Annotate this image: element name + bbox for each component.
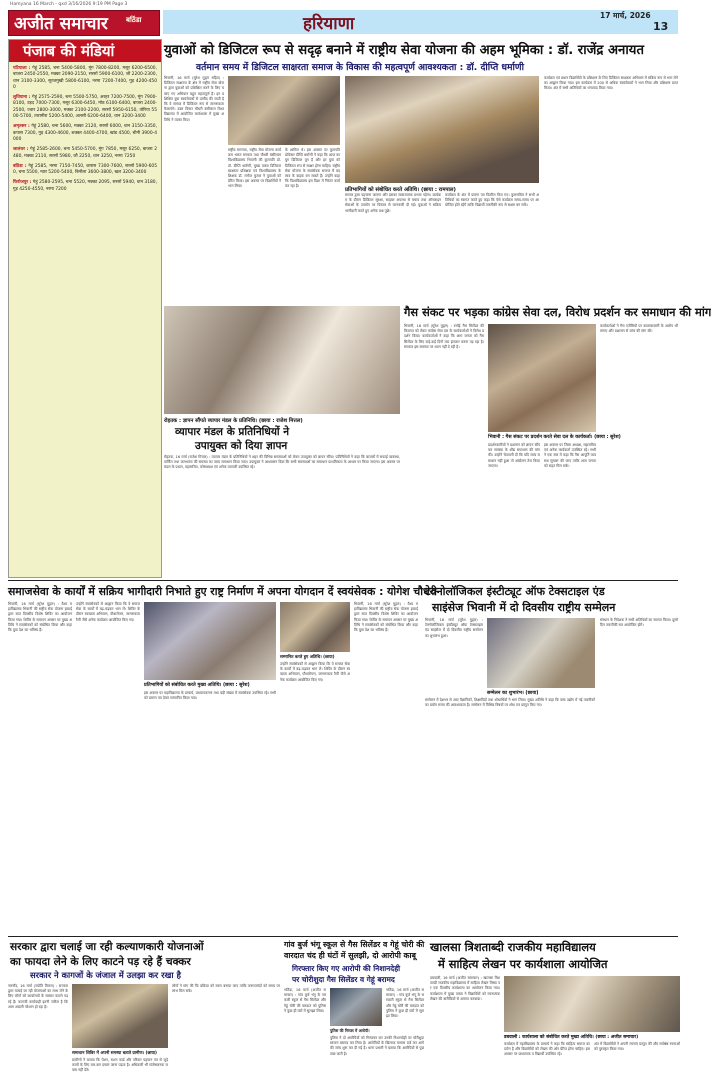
samaj-photo-2 <box>280 602 350 652</box>
mandi-rates: गेहूं 2580, चना 5600, मक्का 2120, सरसों 6000, धान 3150-3350, कपास 7300, गुड़ 4300-4600, शक्कर 4400-4700, खांड 4500, चीनी 3900-4000 <box>13 124 157 142</box>
mandi-rates: गेहूं 2580-2595, चना 5520, मक्का 2095, सरसों 5940, धान 3180, गुड़ 4250-4550, नरमा 7200 <box>13 180 157 192</box>
mandi-city: जालंधर : <box>13 147 31 153</box>
mandiyan-box <box>8 39 162 578</box>
mandi-city: बठिंडा : <box>13 163 29 169</box>
techno-photo <box>487 618 595 688</box>
masthead <box>8 10 678 36</box>
mandi-entry <box>13 66 157 91</box>
gaon-photo <box>330 988 382 1026</box>
gaon-headline-1: गांव बुर्ज भंगू स्कूल से गैस सिलेंडर व गेहूं चोरी की <box>284 940 425 949</box>
khalsa-body-3: अंत में विद्यार्थियों ने अपनी रचनाएं प्रस्तुत कीं और सर्वश्रेष्ठ रचनाओं को पुरस्कृत किया गया। <box>594 1042 680 1052</box>
section-title: हरियाणा <box>303 14 355 34</box>
sarkar-body-3: लोगों ने मांग की कि प्रक्रिया को सरल बनाया जाए ताकि जरूरतमंदों को समय पर लाभ मिल सके। <box>172 984 280 994</box>
mandi-rates: गेहूं 2575-2590, चना 5500-5750, अरहर 7200-7500, मूंग 7900-8100, उड़द 7000-7300, मसूर 6300-6450, मोठ 6100-6400, बाजरा 2400-2500, ज्वार 2800-3000, मक्का 2100-2200, सरसों 5950-6150, तोरिया 5500-5700, तारामीरा 5200-5400, अलसी 6200-6400, धान 3200-3400 <box>13 95 157 120</box>
divider-2 <box>8 936 678 937</box>
lead-subhead: वर्तमान समय में डिजिटल साक्षरता समाज के विकास की महत्वपूर्ण आवश्यकता : डॉ. दीप्ति धर्माणी <box>196 62 524 73</box>
techno-body-3: संस्थान के निदेशक ने सभी अतिथियों का स्वागत किया। दूसरे दिन तकनीकी सत्र आयोजित होंगे। <box>600 618 678 628</box>
lead-col-6: कार्यक्रम के अंत में प्रमाण पत्र वितरित किए गए। कुलसचिव ने सभी अतिथियों का स्वागत करते हुए कहा कि ऐसे कार्यक्रम समय-समय पर आयोजित होते रहेंगे ताकि विद्यार्थी तकनीकी रूप से सक्षम बन सकें। <box>445 193 539 208</box>
techno-body-2: सम्मेलन में देशभर से आए वैज्ञानिकों, शिक्षाविदों तथा शोधार्थियों ने भाग लिया। मुख्य अतिथि ने कहा कि वस्त्र उद्योग में नई तकनीकों का प्रयोग समय की आवश्यकता है। सम्मेलन में विभिन्न विषयों पर शोध पत्र प्रस्तुत किए गए। <box>425 698 595 708</box>
lead-photo-main <box>345 76 539 183</box>
khalsa-headline-1: खालसा त्रिशताब्दी राजकीय महाविद्यालय <box>430 940 596 954</box>
gaon-headline-4: पर चोरीशुदा गैस सिलेंडर व गेहूं बरामद <box>292 975 395 984</box>
khalsa-headline-2: में साहित्य लेखन पर कार्यशाला आयोजित <box>438 957 608 971</box>
vyapar-headline-1: व्यापार मंडल के प्रतिनिधियों ने <box>175 426 290 438</box>
vyapar-body: रोहतक, 16 मार्च (राजेश मित्तल) : व्यापार मंडल के प्रतिनिधियों ने शहर की विभिन्न समस्याओं को लेकर उपायुक्त को ज्ञापन सौंपा। प्रतिनिधियों ने कहा कि बाजारों में सफाई व्यवस्था, पार्किंग तथा जलभराव की समस्या का जल्द समाधान किया जाए। उपायुक्त ने आश्वासन दिया कि सभी समस्याओं का समाधान प्राथमिकता के आधार पर किया जाएगा। इस अवसर पर मंडल के प्रधान, महासचिव, कोषाध्यक्ष एवं अनेक व्यापारी उपस्थित रहे। <box>164 455 400 470</box>
sarkar-body-1: नारनौंद, 16 मार्च (ज्योति मित्तल) : सरकार द्वारा चलाई जा रही योजनाओं का लाभ लेने के लिए लोगों को कार्यालयों के चक्कर काटने पड़ रहे हैं। कागजी कार्यवाही इतनी जटिल है कि आम आदमी परेशान हो रहा है। <box>8 984 68 1009</box>
print-slug: Hamyana 16 March - qxd 3/16/2026 9:19 PM Page 3 <box>10 2 128 7</box>
gas-body-2: प्रदर्शनकारियों ने प्रशासन को ज्ञापन सौंपकर समस्या के शीघ्र समाधान की मांग की। उन्होंने चेतावनी दी कि यदि जल्द समाधान नहीं हुआ तो आंदोलन तेज किया जाएगा। <box>488 443 540 468</box>
sarkar-body-2: ग्रामीणों ने बताया कि पेंशन, राशन कार्ड और परिवार पहचान पत्र से जुड़े कामों के लिए बार-बार दफ्तर जाना पड़ता है। अधिकारी भी संतोषजनक जवाब नहीं देते। <box>72 1058 168 1073</box>
gas-body-1: भिवानी, 16 मार्च (सुरेश मुद्गल) : रसोई गैस सिलेंडर की किल्लत को लेकर कांग्रेस सेवा दल के कार्यकर्ताओं ने विरोध प्रदर्शन किया। कार्यकर्ताओं ने कहा कि आम जनता को गैस सिलेंडर के लिए कई-कई दिनों तक इंतजार करना पड़ रहा है। सरकार इस समस्या पर ध्यान नहीं दे रही है। <box>404 324 484 349</box>
gaon-body-2: पुलिस ने दो आरोपियों को गिरफ्तार कर उनकी निशानदेही पर चोरीशुदा सामान बरामद कर लिया है। आरोपियों के खिलाफ मामला दर्ज कर आगे की जांच शुरू कर दी गई है। थाना प्रभारी ने बताया कि आरोपियों से पूछताछ जारी है। <box>330 1036 424 1056</box>
vyapar-caption: रोहतक : ज्ञापन सौंपते व्यापार मंडल के प्रतिनिधि। (छाया : राजेश मित्तल) <box>164 418 303 424</box>
lead-col-5: समाज द्वारा पहचाना जाएगा और इसका सकारात्मक प्रभाव पड़ेगा। कार्यक्रम के दौरान डिजिटल सुरक्षा, साइबर अपराध से बचाव तथा ऑनलाइन सेवाओं के उपयोग पर विस्तार से जानकारी दी गई। युवाओं ने सक्रिय भागीदारी करते हुए अनेक प्रश्न पूछे। <box>345 193 441 213</box>
mandi-city: अमृतसर : <box>13 124 32 130</box>
mandi-rates: गेहूं 2585-2600, चना 5450-5700, मूंग 7850, मसूर 6250, बाजरा 2480, मक्का 2110, सरसों 5980, जौ 2250, धान 3250, नरमा 7250 <box>13 147 157 159</box>
samaj-body-1: भिवानी, 16 मार्च (सुरेश मुद्गल) : वैश्य महाविद्यालय भिवानी की राष्ट्रीय सेवा योजना इकाई द्वारा सात दिवसीय विशेष शिविर का आयोजन किया गया। शिविर के समापन अवसर पर मुख्य अतिथि ने स्वयंसेवकों को संबोधित किया और कहा कि युवा देश का भविष्य हैं। <box>8 602 72 633</box>
lead-headline: युवाओं को डिजिटल रूप से सदृढ़ बनाने में राष्ट्रीय सेवा योजना की अहम भूमिका : डॉ. राजेंद्र अनायत <box>164 43 644 58</box>
sarkar-headline-1: सरकार द्वारा चलाई जा रही कल्याणकारी योजनाओं <box>10 941 204 953</box>
khalsa-photo-caption: डबवाली : कार्यशाला को संबोधित करते मुख्य अतिथि। (छाया : अजीत समाचार) <box>504 1035 639 1040</box>
sarkar-headline-2: का फायदा लेने के लिए काटने पड़ रहे हैं चक्कर <box>10 956 191 968</box>
lead-col-2: राष्ट्रीय समन्वय, राष्ट्रीय सेवा योजना कार्यक्रम भारत सरकार तथा चौधरी बंसीलाल विश्वविद्यालय भिवानी की कुलपति प्रो. डॉ. दीप्ति धर्माणी, मुख्य वक्ता डिजिटल साक्षरता प्रशिक्षक एवं विश्वविद्यालय के शिक्षक डॉ. मनोज कुमार ने युवाओं को प्रेरित किया। इस अवसर पर विद्यार्थियों ने भाग लिया। <box>228 148 281 189</box>
mandi-entry <box>13 95 157 120</box>
mandi-city: लुधियाना : <box>13 95 33 101</box>
khalsa-photo <box>504 976 680 1032</box>
lead-col-1: भिवानी, 16 मार्च (सुरेश मुद्गल सहित) : डिजिटल साक्षरता के क्षेत्र में राष्ट्रीय सेवा योजना द्वारा युवाओं को प्रशिक्षित करने के लिए चलाए गए अभियान बहुत महत्वपूर्ण हैं। इन प्रशिक्षित युवा स्वयंसेवकों से उम्मीद की जाती है कि वे समाज में डिजिटल रूप से जागरूकता फैलाएंगे। उक्त विचार चौधरी बंसीलाल विश्वविद्यालय में आयोजित कार्यशाला में मुख्य अतिथि ने व्यक्त किए। <box>164 76 224 122</box>
paper-name: अजीत समाचार <box>14 14 108 34</box>
vyapar-headline-2: उपायुक्त को दिया ज्ञापन <box>195 440 288 452</box>
gas-photo-caption: भिवानी : गैस संकट पर प्रदर्शन करते सेवा दल के कार्यकर्ता। (छाया : सुरेश) <box>488 435 621 440</box>
lead-photo-caption: प्रतिभागियों को संबोधित करते अतिथि। (छाया : रामपाल) <box>345 187 456 193</box>
page-number: 13 <box>653 20 669 33</box>
samaj-headline: समाजसेवा के कार्यों में सक्रिय भागीदारी निभाते हुए राष्ट्र निर्माण में अपना योगदान दें स्वयंसेवक : योगेश चौधरी <box>8 585 437 598</box>
vyapar-photo <box>164 306 400 414</box>
gas-body-3: इस अवसर पर जिला अध्यक्ष, महासचिव एवं अनेक कार्यकर्ता उपस्थित रहे। सभी ने एक स्वर में कहा कि गैस आपूर्ति व्यवस्था सुचारू की जाए ताकि आम जनता को राहत मिल सके। <box>544 443 596 468</box>
samaj-body-2: उन्होंने स्वयंसेवकों से आह्वान किया कि वे समाज सेवा के कार्यों में बढ़-चढ़कर भाग लें। शिविर के दौरान स्वच्छता अभियान, पौधारोपण, जागरूकता रैली जैसे अनेक कार्यक्रम आयोजित किए गए। <box>76 602 140 622</box>
gas-photo <box>488 324 596 432</box>
samaj-body-3: इस अवसर पर महाविद्यालय के प्राचार्य, प्राध्यापकगण तथा बड़ी संख्या में स्वयंसेवक उपस्थित रहे। सभी को प्रमाण पत्र देकर सम्मानित किया गया। <box>144 691 276 701</box>
mandi-entry <box>13 147 157 160</box>
gas-body-4: कार्यकर्ताओं ने गैस एजेंसियों पर कालाबाजारी के आरोप भी लगाए और प्रशासन से जांच की मांग की। <box>600 324 678 334</box>
samaj-body-3b: उन्होंने स्वयंसेवकों से आह्वान किया कि वे समाज सेवा के कार्यों में बढ़-चढ़कर भाग लें। शिविर के दौरान स्वच्छता अभियान, पौधारोपण, जागरूकता रैली जैसे अनेक कार्यक्रम आयोजित किए गए। <box>280 662 350 682</box>
gaon-body-3: भटिंडा, 16 मार्च (अजीत समाचार) : गांव बुर्ज भंगू के सरकारी स्कूल से गैस सिलेंडर और गेहूं चोरी की वारदात को पुलिस ने कुछ ही घंटों में सुलझा लिया। <box>386 988 424 1019</box>
gaon-caption: पुलिस की गिरफ्त में आरोपी। <box>330 1028 370 1033</box>
techno-headline-2: साइंसेज भिवानी में दो दिवसीय राष्ट्रीय सम्मेलन <box>432 601 616 614</box>
samaj-photo-1 <box>144 602 276 680</box>
techno-headline-1: टेक्नोलॉजिकल इंस्टीट्यूट ऑफ टेक्सटाइल एंड <box>425 585 605 598</box>
gaon-headline-2: वारदात चंद ही घंटों में सुलझी, दो आरोपी काबू <box>284 951 417 960</box>
khalsa-body-1: डबवाली, 16 मार्च (अजीत समाचार) : खालसा त्रिशताब्दी राजकीय महाविद्यालय में साहित्य लेखन विषय पर एक दिवसीय कार्यशाला का आयोजन किया गया। कार्यशाला में मुख्य वक्ता ने विद्यार्थियों को रचनात्मक लेखन की बारीकियों से अवगत करवाया। <box>430 976 500 1001</box>
mandi-city: पटियाला : <box>13 66 33 71</box>
lead-col-4: कार्यक्रम एवं प्रधान विद्यार्थियों के प्रशिक्षण के लिए डिजिटल साक्षरता अभियान में सक्रिय रूप से भाग लेने का आह्वान किया गया। इस कार्यक्रम में 200 से अधिक स्वयंसेवकों ने भाग लिया और प्रशिक्षण प्राप्त किया। अंत में सभी अतिथियों का धन्यवाद किया गया। <box>544 76 678 91</box>
page-date: 17 मार्च, 2026 <box>600 11 651 20</box>
samaj-body-3c: भिवानी, 16 मार्च (सुरेश मुद्गल) : वैश्य महाविद्यालय भिवानी की राष्ट्रीय सेवा योजना इकाई द्वारा सात दिवसीय विशेष शिविर का आयोजन किया गया। शिविर के समापन अवसर पर मुख्य अतिथि ने स्वयंसेवकों को संबोधित किया और कहा कि युवा देश का भविष्य हैं। <box>354 602 418 633</box>
techno-photo-caption: सम्मेलन का शुभारंभ। (छाया) <box>487 691 539 696</box>
mandi-city: फिरोजपुर : <box>13 180 33 186</box>
paper-city: बठिंडा <box>126 16 142 24</box>
sarkar-photo <box>72 984 168 1048</box>
mandi-rates: गेहूं 2585, नरमा 7150-7450, कपास 7300-7600, सरसों 5900-6050, चना 5500, ग्वार 5200-5400, बिनौला 3600-3800, खल 3200-3400 <box>13 163 157 176</box>
mandi-entry <box>13 164 157 177</box>
khalsa-body-2: कार्यक्रम में महाविद्यालय के प्राचार्य ने कहा कि साहित्य समाज का दर्पण है और विद्यार्थियों को लेखन की ओर प्रेरित होना चाहिए। इस अवसर पर प्राध्यापक व विद्यार्थी उपस्थित रहे। <box>504 1042 590 1057</box>
samaj-caption: प्रतिभागियों को संबोधित करते मुख्य अतिथि। (छाया : सुरेश) <box>144 683 250 688</box>
gas-headline: गैस संकट पर भड़का कांग्रेस सेवा दल, विरोध प्रदर्शन कर समाधान की मांग <box>404 305 711 319</box>
lead-photo-left <box>228 76 340 145</box>
sarkar-caption: समाधान शिविर में अपनी समस्या बताते ग्रामीण। (छाया) <box>72 1050 157 1055</box>
gaon-body-1: भटिंडा, 16 मार्च (अजीत समाचार) : गांव बुर्ज भंगू के सरकारी स्कूल से गैस सिलेंडर और गेहूं चोरी की वारदात को पुलिस ने कुछ ही घंटों में सुलझा लिया। <box>284 988 326 1013</box>
sarkar-subhead: सरकार ने कागजों के जंजाल में उलझा कर रखा है <box>30 970 181 980</box>
samaj-sub-caption: सम्मानित करते हुए अतिथि। (छाया) <box>280 654 335 659</box>
mandi-rates: गेहूं 2585, चना 5400-5800, मूंग 7800-8200, मसूर 6200-6500, बाजरा 2450-2550, मक्का 2090-2150, सरसों 5900-6100, जौ 2200-2300, धान 3100-3300, सूरजमुखी 5800-6100, नरमा 7200-7400, गुड़ 4200-4500 <box>13 66 157 90</box>
techno-body-1: भिवानी, 16 मार्च (सुरेश मुद्गल) : टेक्नोलॉजिकल इंस्टीट्यूट ऑफ टेक्सटाइल एंड साइंसेज में दो दिवसीय राष्ट्रीय सम्मेलन का शुभारंभ हुआ। <box>425 618 483 638</box>
lead-col-3: के शामिल थे। इस अवसर पर कुलपति प्रोफेसर दीप्ति धर्माणी ने कहा कि आज का युग डिजिटल युग है और हर युवा को डिजिटल रूप से साक्षर होना चाहिए। राष्ट्रीय सेवा योजना के स्वयंसेवक समाज में बदलाव के वाहक बन सकते हैं। उन्होंने कहा कि विश्वविद्यालय इस दिशा में निरंतर कार्य कर रहा है। <box>285 148 340 189</box>
divider-1 <box>8 580 678 581</box>
gaon-headline-3: गिरफ्तार किए गए आरोपी की निशानदेही <box>292 964 401 973</box>
mandi-entry <box>13 124 157 143</box>
mandiyan-title: पंजाब की मंडियां <box>23 42 115 60</box>
mandi-entry <box>13 180 157 193</box>
mandiyan-list <box>13 66 157 571</box>
